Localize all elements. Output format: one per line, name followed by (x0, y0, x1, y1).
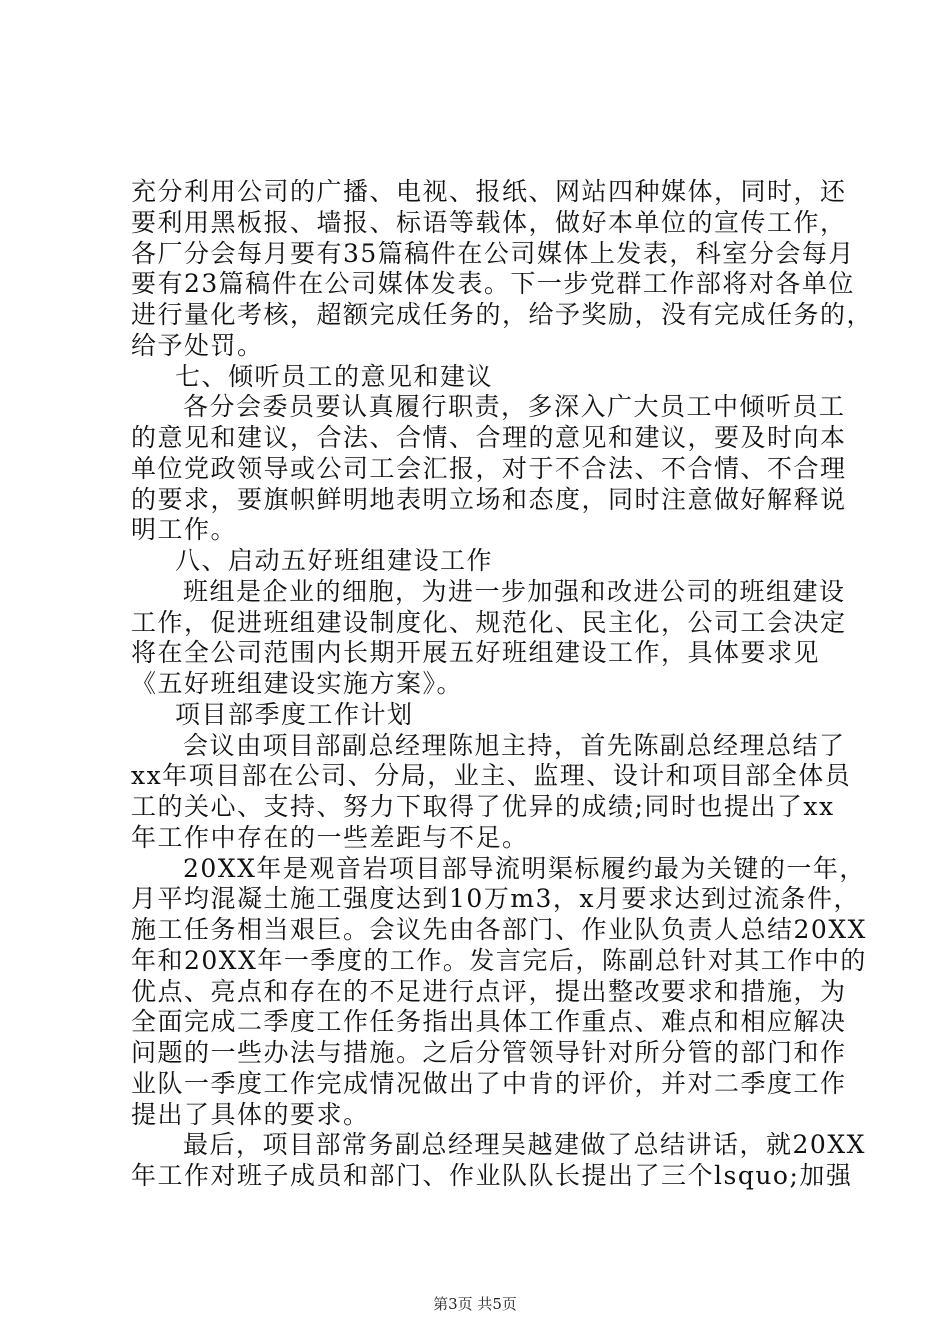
section-heading: 八、启动五好班组建设工作 (175, 546, 494, 575)
text-line: 年工作中存在的一些差距与不足。 (131, 823, 529, 852)
text-line: 提出了具体的要求。 (131, 1100, 370, 1129)
text-line: 优点、亮点和存在的不足进行点评，提出整改要求和措施，为 (131, 977, 847, 1006)
text-line: 全面完成二季度工作任务指出具体工作重点、难点和相应解决 (131, 1007, 847, 1036)
text-line: 充分利用公司的广播、电视、报纸、网站四种媒体，同时，还 (131, 177, 847, 206)
text-line: xx年项目部在公司、分局，业主、监理、设计和项目部全体员 (131, 761, 852, 790)
text-line: 会议由项目部副总经理陈旭主持，首先陈副总经理总结了 (183, 731, 846, 760)
text-line: 《五好班组建设实施方案》。 (131, 669, 464, 698)
text-line: 工的关心、支持、努力下取得了优异的成绩;同时也提出了xx (131, 792, 835, 821)
text-line: 将在全公司范围内长期开展五好班组建设工作，具体要求见 (131, 638, 821, 667)
text-line: 施工任务相当艰巨。会议先由各部门、作业队负责人总结20XX (131, 915, 867, 944)
text-line: 进行量化考核，超额完成任务的，给予奖励，没有完成任务的， (131, 300, 874, 329)
text-line: 最后，项目部常务副总经理吴越建做了总结讲话，就20XX (183, 1130, 866, 1159)
text-line: 业队一季度工作完成情况做出了中肯的评价，并对二季度工作 (131, 1069, 847, 1098)
page-footer: 第3页 共5页 (433, 1295, 517, 1313)
text-line: 年工作对班子成员和部门、作业队队长提出了三个lsquo;加强 (131, 1161, 853, 1190)
text-line: 年和20XX年一季度的工作。发言完后，陈副总针对其工作中的 (131, 946, 867, 975)
section-heading: 七、倾听员工的意见和建议 (175, 362, 494, 391)
text-line: 月平均混凝土施工强度达到10万m3，x月要求达到过流条件， (131, 884, 861, 913)
text-line: 单位党政领导或公司工会汇报，对于不合法、不合情、不合理 (131, 454, 847, 483)
text-line: 各分会委员要认真履行职责，多深入广大员工中倾听员工 (183, 392, 846, 421)
text-line: 要有23篇稿件在公司媒体发表。下一步党群工作部将对各单位 (131, 269, 855, 298)
text-line: 问题的一些办法与措施。之后分管领导针对所分管的部门和作 (131, 1038, 847, 1067)
text-line: 的要求，要旗帜鲜明地表明立场和态度，同时注意做好解释说 (131, 485, 847, 514)
text-line: 20XX年是观音岩项目部导流明渠标履约最为关键的一年， (183, 854, 866, 883)
text-line: 明工作。 (131, 515, 238, 544)
section-heading: 项目部季度工作计划 (175, 700, 414, 729)
text-line: 的意见和建议，合法、合情、合理的意见和建议，要及时向本 (131, 423, 847, 452)
text-line: 给予处罚。 (131, 331, 264, 360)
text-line: 班组是企业的细胞，为进一步加强和改进公司的班组建设 (183, 577, 846, 606)
text-line: 要利用黑板报、墙报、标语等载体，做好本单位的宣传工作， (131, 208, 847, 237)
text-line: 工作，促进班组建设制度化、规范化、民主化，公司工会决定 (131, 608, 847, 637)
text-line: 各厂分会每月要有35篇稿件在公司媒体上发表，科室分会每月 (131, 239, 855, 268)
